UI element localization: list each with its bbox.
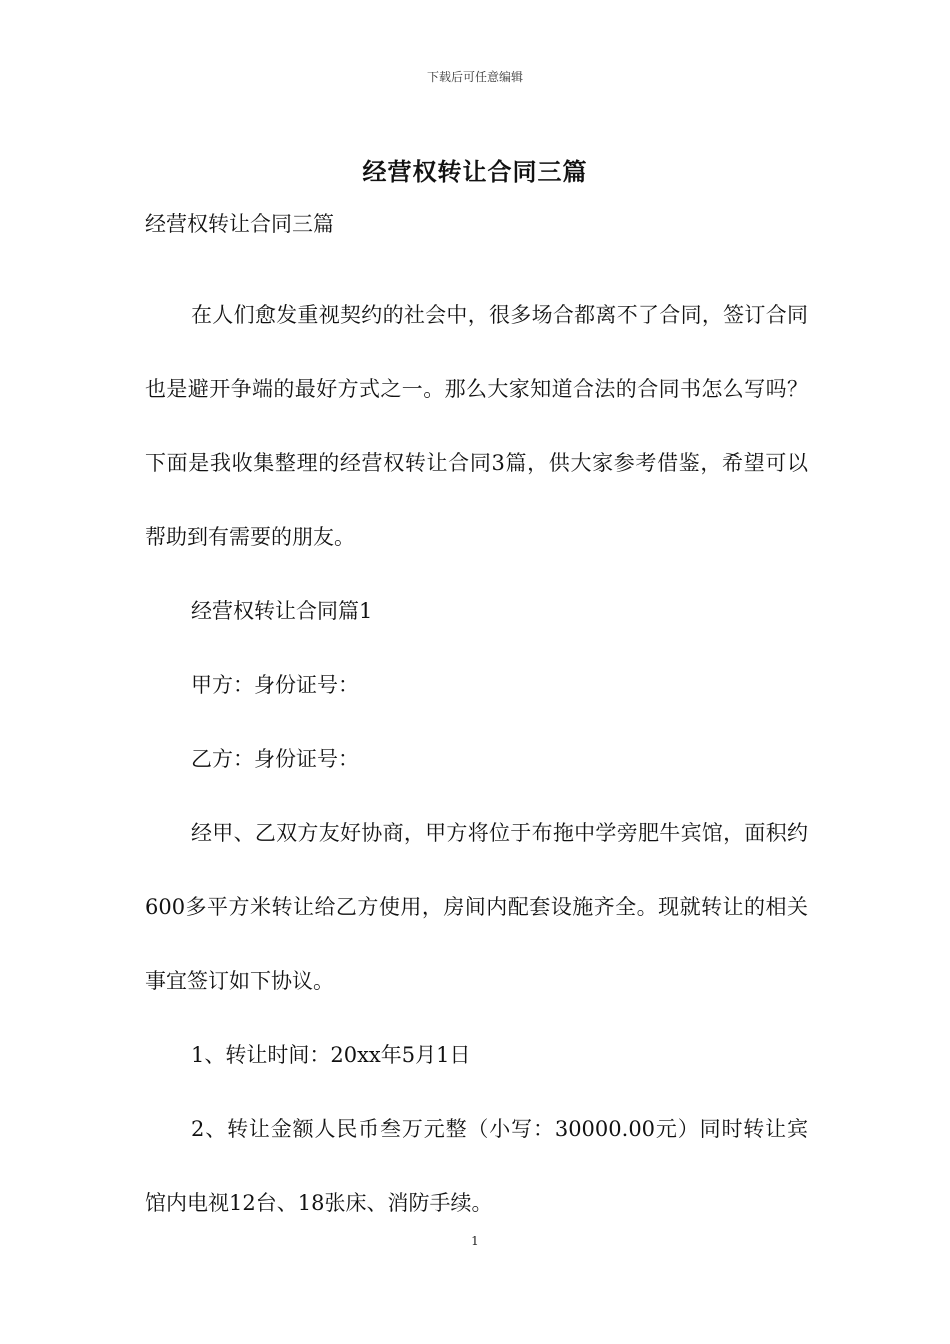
party-a-line: 甲方：身份证号： (191, 673, 359, 697)
agreement-paragraph: 经甲、乙双方友好协商，甲方将位于布拖中学旁肥牛宾馆，面积约600多平方米转让给乙方使用，房间内配套设施齐全。现就转让的相关事宜签订如下协议。 (145, 821, 808, 993)
document-body (145, 206, 808, 1240)
document-title: 经营权转让合同三篇 (362, 157, 588, 186)
party-b-line: 乙方：身份证号： (191, 747, 359, 771)
clause-transfer-time: 1、转让时间：20xx年5月1日 (191, 1043, 471, 1067)
document-subtitle: 经营权转让合同三篇 (145, 212, 334, 236)
clause-transfer-amount: 2、转让金额人民币叁万元整（小写：30000.00元）同时转让宾馆内电视12台、18张床、消防手续。 (145, 1117, 808, 1215)
intro-paragraph: 在人们愈发重视契约的社会中，很多场合都离不了合同，签订合同也是避开争端的最好方式之一。那么大家知道合法的合同书怎么写吗？下面是我收集整理的经营权转让合同3篇，供大家参考借鉴，希望可以帮助到有需要的朋友。 (145, 303, 808, 549)
section-heading-contract-1: 经营权转让合同篇1 (191, 599, 373, 623)
header-note: 下载后可任意编辑 (426, 70, 523, 84)
page-number: 1 (471, 1234, 479, 1248)
